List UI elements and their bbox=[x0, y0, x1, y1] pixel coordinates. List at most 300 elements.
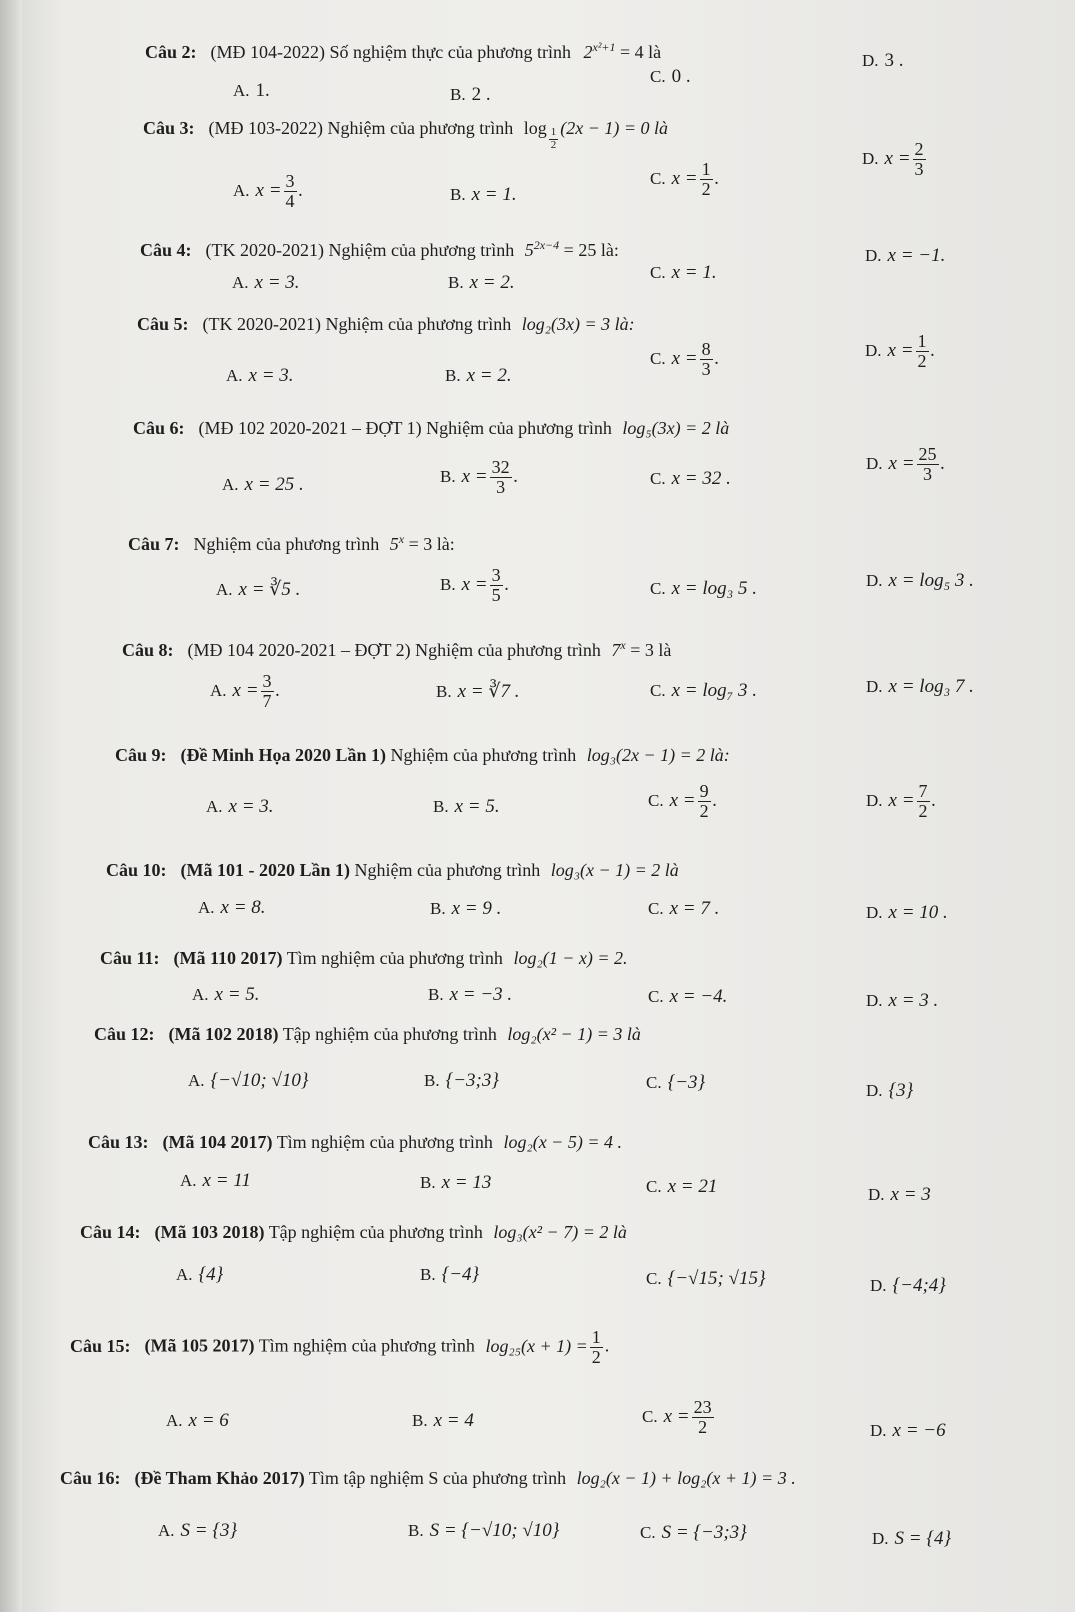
fraction bbox=[913, 140, 926, 179]
q16-option-d[interactable] bbox=[872, 1528, 951, 1550]
q14-option-c[interactable] bbox=[646, 1268, 766, 1290]
q2-num: Câu 2: bbox=[145, 42, 197, 62]
q9-b: x = 5. bbox=[454, 796, 500, 817]
q16-option-b[interactable] bbox=[408, 1520, 559, 1542]
labels-d: D. bbox=[868, 1185, 885, 1204]
q2-c: 0 . bbox=[671, 66, 691, 87]
q6-eq: log₅(3x) = 2 là bbox=[622, 418, 730, 438]
labels-d: D. bbox=[870, 1276, 887, 1295]
q3-b: x = 1. bbox=[471, 184, 517, 205]
labels-c: C. bbox=[642, 1406, 658, 1426]
q2-stem: (MĐ 104-2022) Số nghiệm thực của phương trình bbox=[210, 42, 571, 62]
q16-stem: (Đề Tham Khảo 2017) bbox=[134, 1468, 305, 1488]
q3-option-b[interactable] bbox=[450, 184, 517, 206]
labels-c: C. bbox=[650, 348, 666, 368]
q9-a: x = 3. bbox=[228, 796, 274, 817]
q12-eq: log₂(x² − 1) = 3 là bbox=[507, 1024, 641, 1044]
q3-option-d[interactable] bbox=[862, 140, 928, 179]
q2-b: 2 . bbox=[471, 84, 491, 105]
labels-a: A. bbox=[222, 475, 239, 494]
labels-a: A. bbox=[198, 898, 215, 917]
q6-option-a[interactable] bbox=[222, 474, 304, 496]
q15-d: x = −6 bbox=[892, 1420, 946, 1441]
q2-eq: 2 bbox=[583, 42, 593, 62]
q8-b: x = ∛7 . bbox=[457, 681, 520, 702]
q11-option-c[interactable] bbox=[648, 986, 727, 1008]
question-15: Câu 15: (Mã 105 2017) Tìm nghiệm của phương trình log₂₅(x + 1) = $\frac{1}{2}$ . bbox=[70, 1327, 610, 1367]
question-4 bbox=[140, 238, 619, 261]
q6-num: Câu 6: bbox=[133, 418, 185, 438]
q11-num: Câu 11: bbox=[100, 948, 160, 968]
q6-d-pre: x = bbox=[888, 452, 915, 474]
labels-d: D. bbox=[862, 148, 879, 168]
labels-d: D. bbox=[866, 453, 883, 473]
q13-option-d[interactable] bbox=[868, 1184, 931, 1206]
labels-c: C. bbox=[650, 469, 666, 488]
labels-b: B. bbox=[450, 185, 466, 204]
q11-stem2: Tìm nghiệm của phương trình bbox=[286, 948, 503, 968]
q4-eq-rest: = 25 là: bbox=[559, 240, 619, 260]
q8-option-b[interactable] bbox=[436, 680, 519, 703]
q14-a: {4} bbox=[198, 1264, 224, 1285]
q15-stem2: Tìm nghiệm của phương trình bbox=[258, 1335, 475, 1356]
labels-b: B. bbox=[445, 366, 461, 385]
q8-num: Câu 8: bbox=[122, 640, 174, 660]
labels-d: D. bbox=[866, 571, 883, 590]
question-9 bbox=[115, 745, 730, 766]
fraction bbox=[700, 340, 713, 379]
q15-option-a[interactable] bbox=[166, 1410, 229, 1432]
fraction bbox=[490, 458, 512, 497]
q7-a: x = ∛5 . bbox=[238, 579, 301, 600]
q5-option-d[interactable]: D. x = $\frac{1}{2}$ . bbox=[865, 331, 936, 371]
q8-c: x = log₇ 3 . bbox=[671, 680, 757, 701]
q5-d-bot: 2 bbox=[917, 350, 927, 371]
q5-eq: log₂(3x) = 3 là: bbox=[521, 314, 635, 334]
q2-option-a[interactable] bbox=[233, 80, 270, 102]
q15-stem: (Mã 105 2017) bbox=[144, 1335, 255, 1356]
q9-num: Câu 9: bbox=[115, 745, 167, 765]
q12-option-b[interactable] bbox=[424, 1070, 499, 1092]
q11-eq: log₂(1 − x) = 2. bbox=[513, 948, 628, 968]
q14-c: {−√15; √15} bbox=[667, 1268, 766, 1289]
labels-d: D. bbox=[870, 1421, 887, 1440]
q12-option-d[interactable] bbox=[866, 1080, 913, 1102]
q8-a-pre: x = bbox=[232, 679, 259, 701]
labels-c: C. bbox=[646, 1073, 662, 1092]
q9-option-b[interactable] bbox=[433, 796, 500, 818]
q11-stem: (Mã 110 2017) bbox=[173, 948, 283, 968]
q6-b-bot: 3 bbox=[496, 476, 506, 497]
q4-num: Câu 4: bbox=[140, 240, 192, 260]
q16-b: S = {−√10; √10} bbox=[429, 1520, 560, 1541]
q10-stem: (Mã 101 - 2020 Lần 1) bbox=[180, 860, 351, 880]
q9-d-bot: 2 bbox=[918, 800, 928, 821]
q15-c-pre: x = bbox=[663, 1405, 690, 1427]
q3-a-bot: 4 bbox=[285, 190, 295, 211]
q2-eq-rest: = 4 là bbox=[615, 42, 662, 62]
q3-option-a[interactable]: A. x = $\frac{3}{4}$ . bbox=[233, 171, 304, 211]
q12-c: {−3} bbox=[667, 1072, 706, 1093]
q11-d: x = 3 . bbox=[888, 990, 939, 1011]
q9-eq: log₃(2x − 1) = 2 là: bbox=[586, 745, 730, 765]
labels-a: A. bbox=[158, 1521, 175, 1540]
q13-stem: (Mã 104 2017) bbox=[162, 1132, 273, 1152]
labels-a: A. bbox=[188, 1071, 205, 1090]
labels-b: B. bbox=[436, 682, 452, 701]
q16-option-a[interactable] bbox=[158, 1520, 237, 1542]
q14-num: Câu 14: bbox=[80, 1222, 141, 1242]
labels-a: A. bbox=[233, 180, 250, 200]
q5-b: x = 2. bbox=[466, 365, 512, 386]
labels-d: D. bbox=[866, 991, 883, 1010]
labels-b: B. bbox=[448, 273, 464, 292]
q13-option-c[interactable] bbox=[646, 1176, 717, 1198]
q7-c: x = log₃ 5 . bbox=[671, 578, 757, 599]
labels-d: D. bbox=[866, 1081, 883, 1100]
q7-b-top: 3 bbox=[491, 565, 501, 585]
q16-stem2: Tìm tập nghiệm S của phương trình bbox=[308, 1468, 567, 1488]
q14-option-d[interactable] bbox=[870, 1275, 946, 1297]
q2-a: 1. bbox=[255, 80, 270, 101]
q13-d: x = 3 bbox=[890, 1184, 931, 1205]
q4-eq: 5 bbox=[524, 240, 534, 260]
labels-b: B. bbox=[430, 899, 446, 918]
question-7 bbox=[128, 532, 455, 555]
q9-d-top: 7 bbox=[918, 781, 928, 801]
q12-a: {−√10; √10} bbox=[210, 1070, 309, 1091]
q12-d: {3} bbox=[888, 1080, 914, 1101]
q5-d-top: 1 bbox=[917, 331, 927, 351]
q5-c-top: 8 bbox=[701, 339, 711, 359]
question-8 bbox=[122, 638, 671, 661]
q7-num: Câu 7: bbox=[128, 534, 180, 554]
q6-option-b[interactable]: B. x = $\frac{32}{3}$ . bbox=[440, 457, 519, 497]
q4-option-c[interactable] bbox=[650, 262, 717, 284]
q16-a: S = {3} bbox=[180, 1520, 238, 1541]
q5-option-b[interactable] bbox=[445, 365, 512, 387]
q2-eq-exp: x²+1 bbox=[592, 40, 616, 54]
q7-stem: Nghiệm của phương trình bbox=[193, 534, 380, 554]
q7-eq: 5 bbox=[389, 534, 399, 554]
q6-option-d[interactable]: D. x = $\frac{25}{3}$ . bbox=[866, 444, 946, 484]
q13-b: x = 13 bbox=[441, 1172, 492, 1193]
q14-b: {−4} bbox=[441, 1264, 480, 1285]
labels-a: A. bbox=[192, 985, 209, 1004]
q5-c-pre: x = bbox=[671, 347, 698, 369]
q5-num: Câu 5: bbox=[137, 314, 189, 334]
labels-b: B. bbox=[440, 574, 456, 594]
q9-stem2: Nghiệm của phương trình bbox=[390, 745, 577, 765]
q3-eq-rest: (2x − 1) = 0 là bbox=[560, 118, 669, 138]
q7-d: x = log₅ 3 . bbox=[888, 570, 974, 591]
q12-stem: (Mã 102 2018) bbox=[168, 1024, 279, 1044]
q9-option-a[interactable] bbox=[206, 796, 274, 818]
q7-option-a[interactable] bbox=[216, 578, 300, 601]
q2-option-d[interactable] bbox=[862, 50, 904, 72]
q13-option-b[interactable] bbox=[420, 1172, 491, 1194]
q7-option-b[interactable]: B. x = $\frac{3}{5}$ . bbox=[440, 565, 510, 605]
q4-option-b[interactable] bbox=[448, 272, 515, 294]
q5-a: x = 3. bbox=[248, 365, 294, 386]
q5-option-a[interactable] bbox=[226, 365, 294, 387]
labels-c: C. bbox=[650, 67, 666, 86]
q15-b: x = 4 bbox=[433, 1410, 474, 1431]
q4-c: x = 1. bbox=[671, 262, 717, 283]
q6-stem: (MĐ 102 2020-2021 – ĐỢT 1) Nghiệm của phương trình bbox=[198, 418, 612, 438]
q6-a: x = 25 . bbox=[244, 474, 304, 495]
q13-stem2: Tìm nghiệm của phương trình bbox=[276, 1132, 493, 1152]
q11-option-a[interactable] bbox=[192, 984, 260, 1006]
q11-a: x = 5. bbox=[214, 984, 260, 1005]
q3-d-top: 2 bbox=[914, 139, 924, 159]
q10-eq: log₃(x − 1) = 2 là bbox=[550, 860, 679, 880]
q13-eq: log₂(x − 5) = 4 . bbox=[503, 1132, 622, 1152]
q15-option-b[interactable] bbox=[412, 1410, 474, 1432]
q9-c-bot: 2 bbox=[699, 800, 709, 821]
fraction bbox=[698, 782, 711, 821]
q4-b: x = 2. bbox=[469, 272, 515, 293]
labels-c: C. bbox=[640, 1523, 656, 1542]
q7-option-c[interactable] bbox=[650, 578, 757, 600]
q6-b-pre: x = bbox=[461, 465, 488, 487]
labels-b: B. bbox=[412, 1411, 428, 1430]
q3-num: Câu 3: bbox=[143, 118, 195, 138]
q10-option-c[interactable] bbox=[648, 898, 719, 920]
question-11 bbox=[100, 948, 627, 969]
q4-option-d[interactable] bbox=[865, 245, 945, 267]
q16-c: S = {−3;3} bbox=[661, 1522, 747, 1543]
labels-d: D. bbox=[865, 340, 882, 360]
q12-num: Câu 12: bbox=[94, 1024, 155, 1044]
q3-a-top: 3 bbox=[285, 171, 295, 191]
labels-c: C. bbox=[646, 1269, 662, 1288]
q4-option-a[interactable] bbox=[232, 272, 300, 294]
q15-a: x = 6 bbox=[188, 1410, 229, 1431]
q5-c-bot: 3 bbox=[701, 358, 711, 379]
q14-eq: log₃(x² − 7) = 2 là bbox=[493, 1222, 627, 1242]
labels-c: C. bbox=[646, 1177, 662, 1196]
q2-d: 3 . bbox=[884, 50, 904, 71]
labels-a: A. bbox=[176, 1265, 193, 1284]
q15-num: Câu 15: bbox=[70, 1335, 131, 1356]
q3-eq-base-top: 1 bbox=[550, 126, 557, 139]
q8-stem: (MĐ 104 2020-2021 – ĐỢT 2) Nghiệm của phương trình bbox=[187, 640, 601, 660]
fraction bbox=[284, 172, 297, 211]
fraction bbox=[916, 332, 929, 371]
q10-d: x = 10 . bbox=[888, 902, 948, 923]
q16-eq: log₂(x − 1) + log₂(x + 1) = 3 . bbox=[576, 1468, 796, 1488]
q3-d-bot: 3 bbox=[914, 158, 924, 179]
q4-eq-exp: 2x−4 bbox=[533, 238, 560, 252]
q4-stem: (TK 2020-2021) Nghiệm của phương trình bbox=[205, 240, 515, 260]
fraction bbox=[490, 566, 503, 605]
labels-a: A. bbox=[210, 680, 227, 700]
q6-d-bot: 3 bbox=[923, 463, 933, 484]
q4-d: x = −1. bbox=[887, 245, 946, 266]
q8-eq: 7 bbox=[611, 640, 621, 660]
q10-a: x = 8. bbox=[220, 897, 266, 918]
labels-c: C. bbox=[648, 790, 664, 810]
fraction bbox=[261, 672, 274, 711]
q10-stem2: Nghiệm của phương trình bbox=[354, 860, 541, 880]
q9-d-pre: x = bbox=[888, 789, 915, 811]
q8-a-bot: 7 bbox=[262, 690, 272, 711]
labels-c: C. bbox=[650, 579, 666, 598]
labels-b: B. bbox=[440, 466, 456, 486]
q3-c-top: 1 bbox=[701, 159, 711, 179]
q16-option-c[interactable] bbox=[640, 1522, 747, 1544]
labels-c: C. bbox=[650, 168, 666, 188]
question-2 bbox=[145, 40, 661, 63]
fraction bbox=[917, 782, 930, 821]
q8-a-top: 3 bbox=[262, 671, 272, 691]
q15-option-c[interactable] bbox=[642, 1398, 716, 1437]
question-3 bbox=[143, 118, 668, 152]
labels-a: A. bbox=[232, 273, 249, 292]
q8-option-c[interactable] bbox=[650, 680, 757, 702]
labels-d: D. bbox=[866, 790, 883, 810]
page-edge bbox=[0, 0, 22, 1612]
question-13 bbox=[88, 1132, 622, 1153]
fraction bbox=[692, 1398, 714, 1437]
q15-option-d[interactable] bbox=[870, 1420, 946, 1442]
labels-b: B. bbox=[450, 85, 466, 104]
q6-b-top: 32 bbox=[491, 457, 510, 477]
q3-d-pre: x = bbox=[884, 147, 911, 169]
q9-c-pre: x = bbox=[669, 789, 696, 811]
question-6 bbox=[133, 418, 729, 439]
q7-option-d[interactable] bbox=[866, 570, 974, 592]
question-14 bbox=[80, 1222, 627, 1243]
labels-c: C. bbox=[650, 263, 666, 282]
q10-option-a[interactable] bbox=[198, 897, 266, 919]
labels-b: B. bbox=[433, 797, 449, 816]
q3-option-c[interactable]: C. x = $\frac{1}{2}$ . bbox=[650, 159, 720, 199]
fraction bbox=[590, 1328, 603, 1367]
q7-b-pre: x = bbox=[461, 573, 488, 595]
q12-stem2: Tập nghiệm của phương trình bbox=[282, 1024, 497, 1044]
q9-c-top: 9 bbox=[699, 781, 709, 801]
q16-d: S = {4} bbox=[894, 1528, 952, 1549]
q11-b: x = −3 . bbox=[449, 984, 513, 1005]
q14-option-b[interactable] bbox=[420, 1264, 479, 1286]
labels-d: D. bbox=[872, 1529, 889, 1548]
q3-c-pre: x = bbox=[671, 167, 698, 189]
q14-d: {−4;4} bbox=[892, 1275, 946, 1296]
q13-c: x = 21 bbox=[667, 1176, 718, 1197]
labels-a: A. bbox=[216, 580, 233, 599]
q10-option-b[interactable] bbox=[430, 898, 501, 920]
q7-b-bot: 5 bbox=[491, 584, 501, 605]
q6-c: x = 32 . bbox=[671, 468, 731, 489]
q5-d-pre: x = bbox=[887, 339, 914, 361]
q13-num: Câu 13: bbox=[88, 1132, 149, 1152]
q15-eq-pre: log₂₅(x + 1) = bbox=[485, 1335, 588, 1356]
labels-b: B. bbox=[408, 1521, 424, 1540]
labels-a: A. bbox=[226, 366, 243, 385]
q11-option-d[interactable] bbox=[866, 990, 938, 1012]
fraction bbox=[549, 127, 559, 151]
q3-eq-pre: log bbox=[523, 118, 547, 138]
q12-option-a[interactable] bbox=[188, 1070, 308, 1092]
labels-b: B. bbox=[420, 1173, 436, 1192]
q11-c: x = −4. bbox=[669, 986, 728, 1007]
q12-b: {−3;3} bbox=[445, 1070, 499, 1091]
question-12 bbox=[94, 1024, 641, 1045]
question-10 bbox=[106, 860, 679, 881]
labels-b: B. bbox=[420, 1265, 436, 1284]
question-16 bbox=[60, 1468, 796, 1489]
q14-stem2: Tập nghiệm của phương trình bbox=[268, 1222, 483, 1242]
q3-eq-base-bot: 2 bbox=[550, 139, 557, 151]
q8-option-d[interactable] bbox=[866, 676, 974, 698]
q8-eq-exp: x bbox=[620, 638, 626, 652]
labels-a: A. bbox=[206, 797, 223, 816]
q15-c-bot: 2 bbox=[698, 1416, 708, 1437]
fraction bbox=[700, 160, 713, 199]
labels-b: B. bbox=[428, 985, 444, 1004]
q8-eq-rest: = 3 là bbox=[625, 640, 672, 660]
labels-a: A. bbox=[233, 81, 250, 100]
q9-stem: (Đề Minh Họa 2020 Lần 1) bbox=[180, 745, 387, 765]
labels-d: D. bbox=[866, 903, 883, 922]
q3-c-bot: 2 bbox=[701, 178, 711, 199]
labels-a: A. bbox=[180, 1171, 197, 1190]
q7-eq-exp: x bbox=[398, 532, 405, 546]
labels-c: C. bbox=[648, 899, 664, 918]
q15-eq-top: 1 bbox=[591, 1327, 601, 1347]
q6-d-top: 25 bbox=[918, 444, 937, 464]
fraction bbox=[917, 445, 939, 484]
q10-c: x = 7 . bbox=[669, 898, 720, 919]
q9-option-c[interactable]: C. x = $\frac{9}{2}$ . bbox=[648, 781, 718, 821]
q3-stem: (MĐ 103-2022) Nghiệm của phương trình bbox=[208, 118, 514, 138]
labels-d: D. bbox=[862, 51, 879, 70]
q2-option-b[interactable] bbox=[450, 84, 491, 106]
q13-a: x = 11 bbox=[202, 1170, 251, 1191]
q9-option-d[interactable]: D. x = $\frac{7}{2}$ . bbox=[866, 781, 937, 821]
q3-a-pre: x = bbox=[255, 179, 282, 201]
q15-c-top: 23 bbox=[693, 1397, 712, 1417]
q14-stem: (Mã 103 2018) bbox=[154, 1222, 265, 1242]
q10-num: Câu 10: bbox=[106, 860, 167, 880]
q8-d: x = log₃ 7 . bbox=[888, 676, 974, 697]
q12-option-c[interactable] bbox=[646, 1072, 705, 1094]
q4-a: x = 3. bbox=[254, 272, 300, 293]
q15-eq-bot: 2 bbox=[591, 1346, 601, 1367]
q5-option-c[interactable]: C. x = $\frac{8}{3}$ . bbox=[650, 339, 720, 379]
q10-option-d[interactable] bbox=[866, 902, 948, 924]
q13-option-a[interactable] bbox=[180, 1170, 251, 1192]
q11-option-b[interactable] bbox=[428, 984, 512, 1006]
labels-c: C. bbox=[648, 987, 664, 1006]
q16-num: Câu 16: bbox=[60, 1468, 121, 1488]
labels-b: B. bbox=[424, 1071, 440, 1090]
labels-a: A. bbox=[166, 1411, 183, 1430]
q5-stem: (TK 2020-2021) Nghiệm của phương trình bbox=[202, 314, 512, 334]
q2-option-c[interactable] bbox=[650, 66, 691, 88]
q7-eq-rest: = 3 là: bbox=[404, 534, 455, 554]
labels-c: C. bbox=[650, 681, 666, 700]
question-5 bbox=[137, 314, 635, 335]
q6-option-c[interactable] bbox=[650, 468, 731, 490]
q8-option-a[interactable]: A. x = $\frac{3}{7}$ . bbox=[210, 671, 281, 711]
labels-d: D. bbox=[866, 677, 883, 696]
q10-b: x = 9 . bbox=[451, 898, 502, 919]
labels-d: D. bbox=[865, 246, 882, 265]
q14-option-a[interactable] bbox=[176, 1264, 223, 1286]
